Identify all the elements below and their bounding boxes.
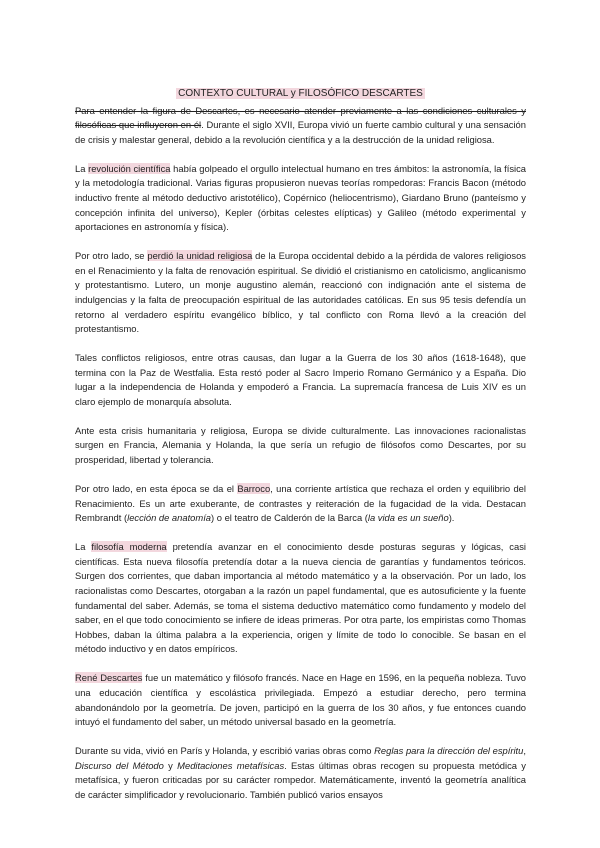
paragraph-text: ). xyxy=(448,512,455,524)
paragraph-text: de la Europa occidental debido a la pérdida de valores religiosos en el Renacimiento y la falta de renovación espiritual. Se dividió el cristianismo en catolicismo, anglicanismo y protestantismo. Lutero, un monje augustino alemán, reaccionó con indignación ante el sistema de indulgencias y la falta de preocupación espiritual de las autoridades católicas. En sus 95 tesis defendía un retorno al verdadero espíritu evangélico bíblico, y tal conflicto con Roma llevó a la creación del protestantismo. xyxy=(75,250,526,335)
paragraph-text: Tales conflictos religiosos, entre otras causas, dan lugar a la Guerra de los 30 años (1618-1648), que termina con la Paz de Westfalia. Esta restó poder al Sacro Imperio Romano Germánico y a España. Dio lugar a la independencia de Holanda y empoderó a Francia. La supremacía francesa de Luis XIV es un claro ejemplo de monarquía absoluta. xyxy=(75,352,526,407)
paragraph-text: , una corriente artística que rechaza el orden y equilibrio del Renacimiento. Es un arte exuberante, de contrastes y reiteración de la fugacidad de la vida. Destacan Rembrandt ( xyxy=(75,483,526,524)
paragraph-text: Por otro lado, se xyxy=(75,250,148,262)
paragraph-revolucion xyxy=(75,162,526,235)
italic-text: Discurso del Método xyxy=(75,759,164,771)
paragraph-filosofia-moderna xyxy=(75,540,526,657)
paragraph-text: había golpeado el orgullo intelectual humano en tres ámbitos: la astronomía, la física y la metodología tradicional. Varias figuras propusieron nuevas teorías rompedoras: Francis Bacon (método inductivo frente al método deductivo aristotélico), Copérnico (heliocentrismo), Giardano Bruno (panteísmo y concepción infinita del universo), Kepler (órbitas celestes elípticas) y Galileo (método experimental y aportaciones en astronomía y física). xyxy=(75,162,526,233)
paragraph-text: La xyxy=(75,162,89,174)
document-title xyxy=(75,87,526,102)
paragraph-text: La xyxy=(75,541,92,553)
italic-text: lección de anatomía xyxy=(127,512,212,524)
paragraph-guerra xyxy=(75,351,526,409)
highlight-term: revolución científica xyxy=(88,162,171,174)
paragraph-text: ) o el teatro de Calderón de la Barca ( xyxy=(211,512,368,524)
paragraph-unidad-religiosa xyxy=(75,249,526,337)
title-highlight: CONTEXTO CULTURAL y FILOSÓFICO DESCARTES xyxy=(178,88,423,99)
italic-text: Reglas para la dirección del espíritu xyxy=(374,745,524,757)
paragraph-crisis xyxy=(75,424,526,468)
paragraph-text: pretendía avanzar en el conocimiento desde posturas seguras y lógicas, casi científicas. Esta nueva filosofía pretendía dotar a la nueva ciencia de garantías y fundamentos teóricos. Surgen dos corrientes, que daban importancia al método matemático y a la observación. Por un lado, los racionalistas como Descartes, otorgaban a la razón un papel fundamental, que es autosuficiente y la fuente fundamental del saber. Además, se toma el sistema deductivo matemático como fundamento y modelo del saber, en el que todo conocimiento se infiere de ideas primeras. Por otra parte, los empiristas como Thomas Hobbes, daban la última palabra a la experiencia, origen y límite de todo lo conocible. Se basan en el método inductivo y en datos empíricos. xyxy=(75,541,526,655)
italic-text: la vida es un sueño xyxy=(367,512,449,524)
highlight-term: perdió la unidad religiosa xyxy=(147,250,253,262)
paragraph-text: Ante esta crisis humanitaria y religiosa, Europa se divide culturalmente. Las innovaciones racionalistas surgen en Francia, Alemania y Holanda, la que sería un refugio de filósofos como Descartes, por su prosperidad, libertad y tolerancia. xyxy=(75,424,526,466)
paragraph-text: . Durante el siglo XVII, Europa vivió un fuerte cambio cultural y una sensación de crisis y malestar general, debido a la revolución científica y a la destrucción de la unidad religiosa. xyxy=(75,119,526,145)
paragraph-text: . Estas últimas obras recogen su propuesta metódica y metafísica, y fueron criticadas por su carácter rompedor. Matemáticamente, inventó la geometría analítica de carácter simplificador y revolucionario. También publicó varios ensayos xyxy=(75,759,526,800)
highlight-term: filosofía moderna xyxy=(91,541,167,553)
paragraph-obras xyxy=(75,744,526,802)
paragraph-text: Durante su vida, vivió en París y Holanda, y escribió varias obras como xyxy=(75,745,375,757)
paragraph-text: , xyxy=(523,745,526,757)
document-body xyxy=(75,87,526,817)
paragraph-barroco xyxy=(75,482,526,526)
highlight-term: Barroco xyxy=(237,483,271,495)
italic-text: Meditaciones metafísicas xyxy=(177,759,285,771)
paragraph-text: fue un matemático y filósofo francés. Nace en Hage en 1596, en la pequeña nobleza. Tuvo una educación científica y escolástica privilegiada. Empezó a estudiar derecho, pero termina abandonándolo por la geometría. De joven, participó en la guerra de los 30 años, y fue entonces cuando intuyó el fundamento del saber, un método universal basado en la geometría. xyxy=(75,672,527,728)
paragraph-descartes xyxy=(75,671,526,729)
struck-text: Para entender la figura de Descartes, es necesario atender previamente a las condiciones culturales y filosóficas que influyeron en él xyxy=(75,104,526,131)
paragraph-text: y xyxy=(163,759,178,771)
paragraph-intro xyxy=(75,104,526,148)
paragraph-text: Por otro lado, en esta época se da el xyxy=(75,483,238,495)
highlight-term: René Descartes xyxy=(75,672,143,684)
